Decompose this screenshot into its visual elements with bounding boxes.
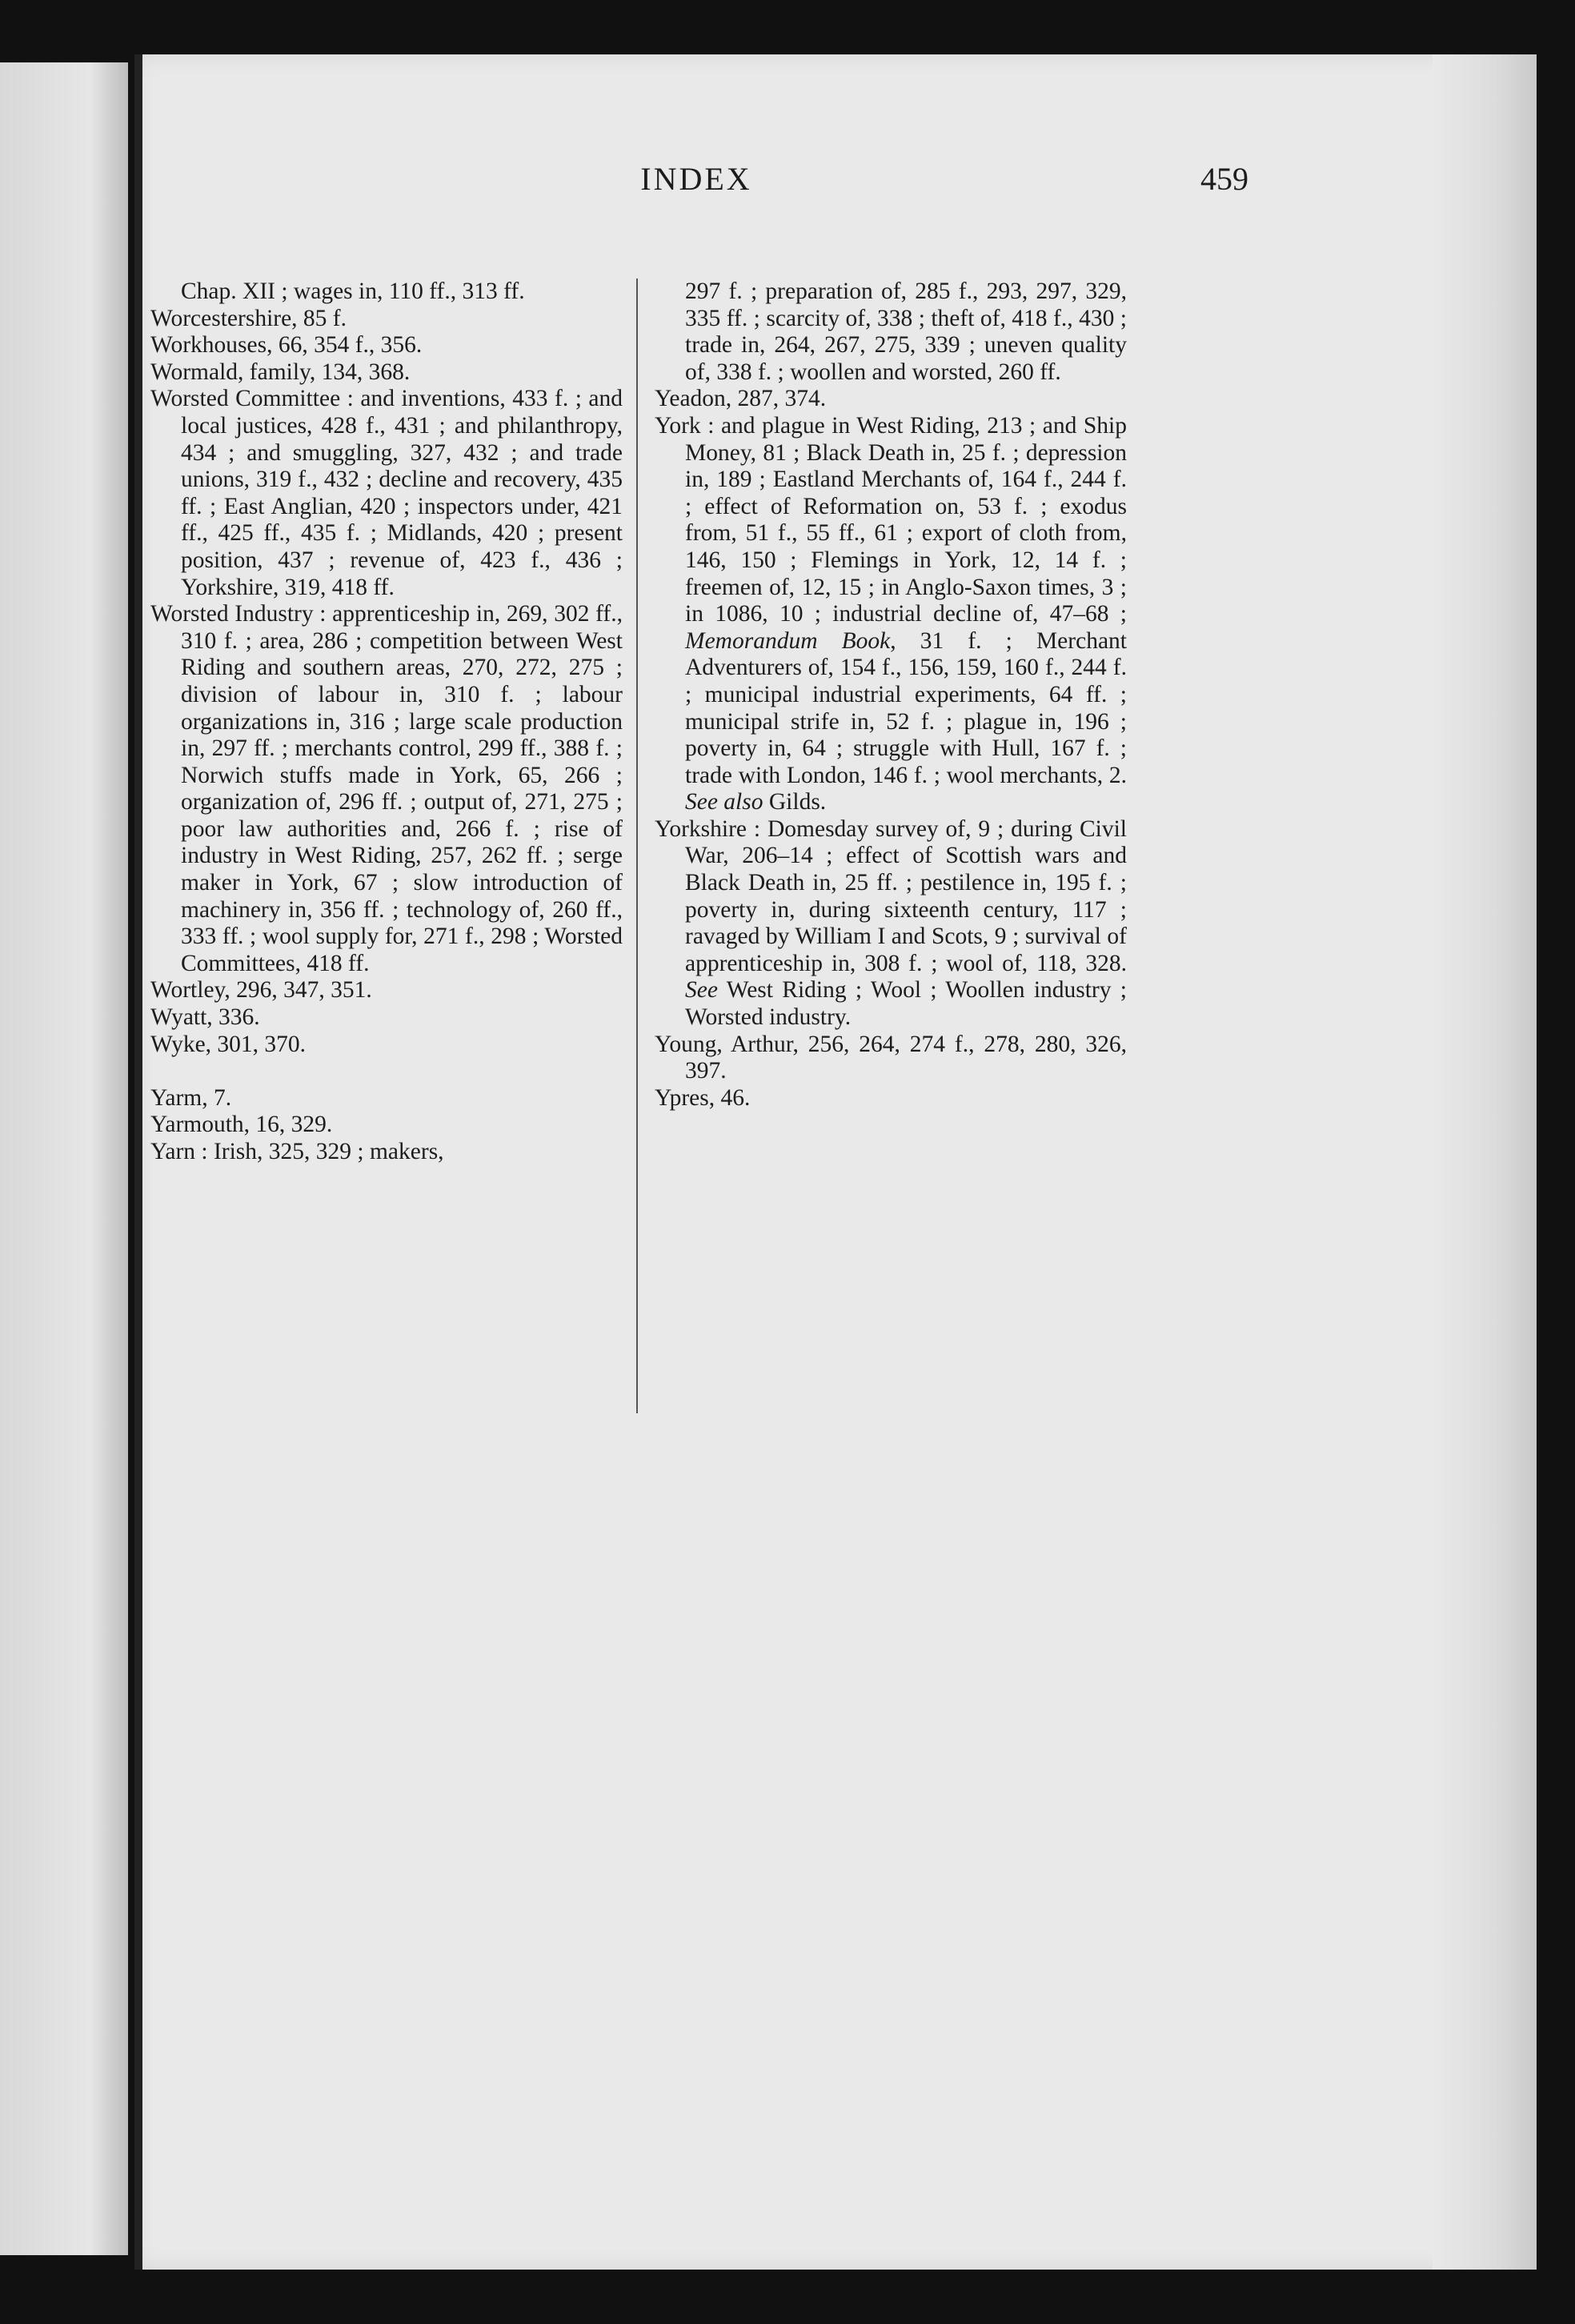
see-also-text: Gilds. — [768, 789, 827, 815]
index-column-right — [655, 278, 1127, 1112]
index-column-left — [150, 278, 623, 1166]
index-entry: Ypres, 46. — [655, 1084, 751, 1111]
index-entry: Wormald, family, 134, 368. — [150, 359, 411, 385]
index-entry: Wyatt, 336. — [150, 1004, 260, 1031]
index-entry: Yeadon, 287, 374. — [655, 386, 827, 412]
see-also-label: See also — [685, 789, 763, 815]
see-text: West Riding ; Wool ; Woollen industry ; Worsted industry. — [685, 977, 1128, 1031]
index-entry: Wyke, 301, 370. — [150, 1031, 307, 1057]
index-entry: Worsted Industry : apprenticeship in, 269, 302 ff., 310 f. ; area, 286 ; competition between West Riding and southern areas, 270, 272, 275 ; division of labour in, 310 f. ; labour organizations in, 316 ; large scale production in, 297 ff. ; merchants control, 299 ff., 388 f. ; Norwich stuffs made in York, 65, 266 ; organization of, 296 ff. ; output of, 271, 275 ; poor law authorities and, 266 f. ; rise of industry in West Riding, 257, 262 ff. ; serge maker in York, 67 ; slow introduction of machinery in, 356 ff. ; technology of, 260 ff., 333 ff. ; wool supply for, 271 f., 298 ; Worsted Committees, 418 ff. — [150, 601, 623, 976]
page-fore-edge — [1433, 54, 1537, 2270]
index-entry-text: York : and plague in West Riding, 213 ; and Ship Money, 81 ; Black Death in, 25 f. ; depression in, 189 ; Eastland Merchants of, 164 f., 244 f. ; effect of Reformation on, 53 f. ; exodus from, 51 f., 55 ff., 61 ; export of cloth from, 146, 150 ; Flemings in York, 12, 14 f. ; freemen of, 12, 15 ; in Anglo-Saxon times, 3 ; in 1086, 10 ; industrial decline of, 47–68 ; — [655, 412, 1127, 627]
facing-page-edge — [0, 62, 128, 2255]
index-entry: Chap. XII ; wages in, 110 ff., 313 ff. — [181, 278, 525, 304]
index-entry: Worsted Committee : and inventions, 433 f. ; and local justices, 428 f., 431 ; and philanthropy, 434 ; and smuggling, 327, 432 ; and trade unions, 319 f., 432 ; decline and recovery, 435 ff. ; East Anglian, 420 ; inspectors under, 421 ff., 425 ff., 435 f. ; Midlands, 420 ; present position, 437 ; revenue of, 423 f., 436 ; Yorkshire, 319, 418 ff. — [150, 386, 623, 600]
index-entry: Young, Arthur, 256, 264, 274 f., 278, 280, 326, 397. — [655, 1031, 1127, 1084]
index-entry: Workhouses, 66, 354 f., 356. — [150, 332, 423, 359]
index-entry-text: Yorkshire : Domesday survey of, 9 ; during Civil War, 206–14 ; effect of Scottish wars and Black Death in, 25 ff. ; pestilence in, 195 f. ; poverty in, during sixteenth century, 117 ; ravaged by William I and Scots, 9 ; survival of apprenticeship in, 308 f. ; wool of, 118, 328. — [655, 815, 1127, 976]
index-entry: Yarmouth, 16, 329. — [150, 1112, 333, 1138]
running-head — [144, 160, 1248, 216]
index-entry-text: , 31 f. ; Merchant Adventurers of, 154 f., 156, 159, 160 f., 244 f. ; municipal industrial experiments, 64 ff. ; municipal strife in, 52 f. ; plague in, 196 ; poverty in, 64 ; struggle with Hull, 167 f. ; trade with London, 146 f. ; wool merchants, 2. — [685, 627, 1127, 788]
running-title: INDEX — [640, 161, 752, 197]
gutter-shadow — [134, 54, 142, 2270]
index-columns — [150, 278, 1261, 1415]
index-entry: Yarm, 7. — [150, 1084, 232, 1111]
index-entry: Yarn : Irish, 325, 329 ; makers, — [150, 1139, 444, 1164]
index-entry: 297 f. ; preparation of, 285 f., 293, 297, 329, 335 ff. ; scarcity of, 338 ; theft of, 418 f., 430 ; trade in, 264, 267, 275, 339 ; uneven quality of, 338 f. ; woollen and worsted, 260 ff. — [685, 278, 1127, 385]
column-rule — [636, 278, 638, 1413]
index-entry-yorkshire — [655, 816, 1127, 1032]
index-entry-york — [655, 413, 1127, 816]
see-label: See — [685, 977, 718, 1004]
index-entry-italic: Memorandum Book — [685, 627, 891, 654]
page-number: 459 — [1200, 161, 1248, 197]
index-entry: Worcestershire, 85 f. — [150, 305, 347, 331]
index-entry: Wortley, 296, 347, 351. — [150, 977, 372, 1004]
